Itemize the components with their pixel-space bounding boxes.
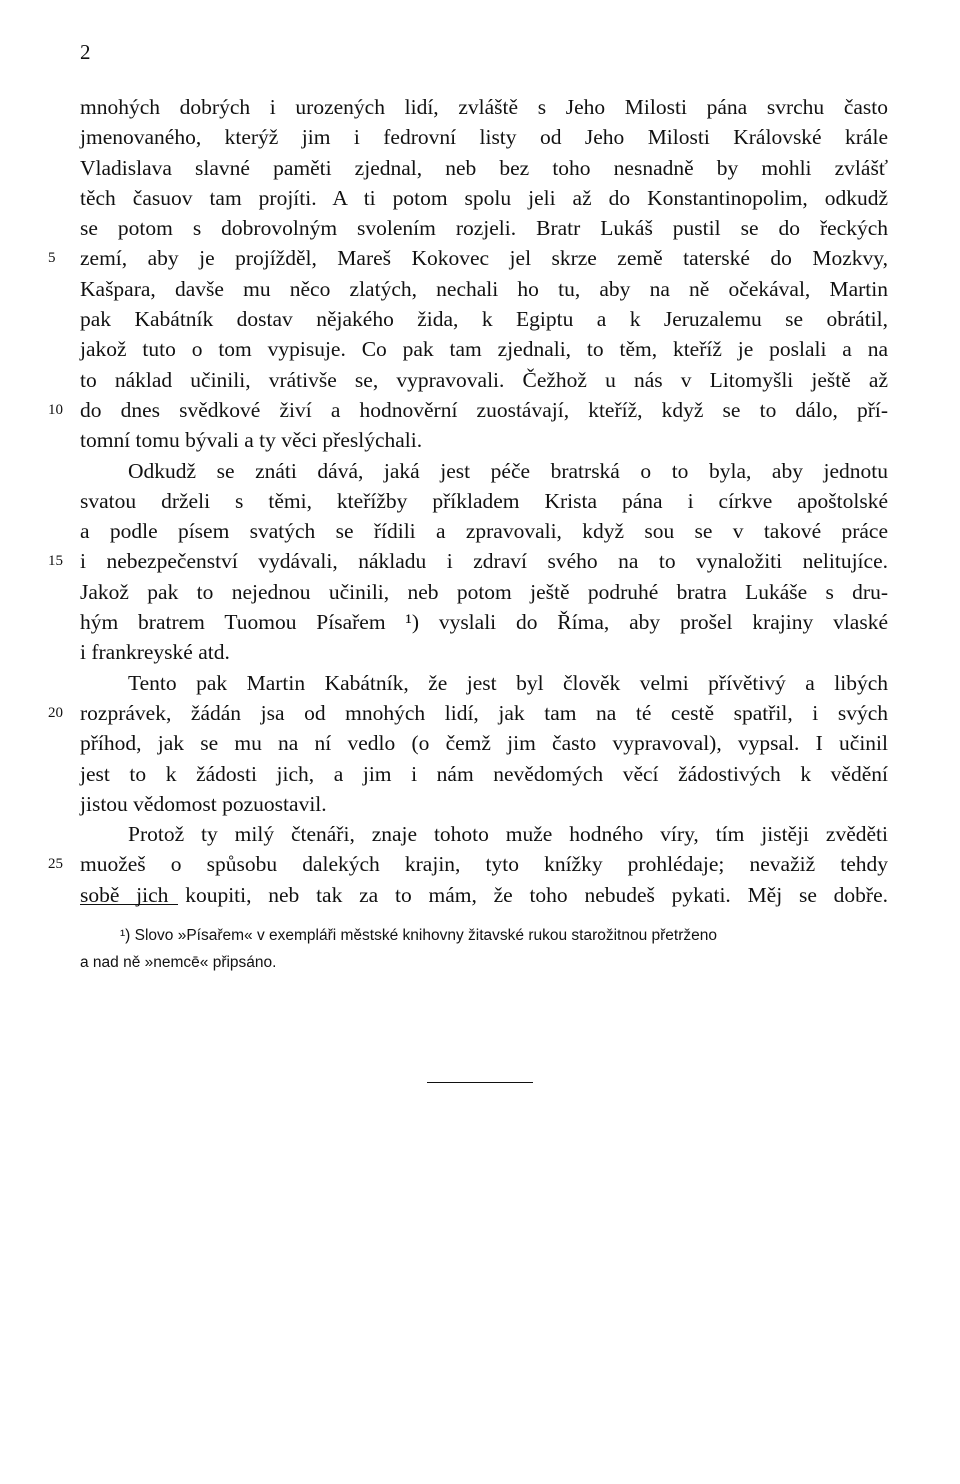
text-line-content: Odkudž se znáti dává, jaká jest péče bratrská o to byla, aby jednotu bbox=[128, 458, 888, 483]
margin-line-number: 5 bbox=[48, 250, 56, 267]
text-line-content: pak Kabátník dostav nějakého žida, k Egiptu a k Jeruzalemu se obrátil, bbox=[80, 307, 888, 332]
text-line bbox=[80, 546, 888, 576]
text-line-content: Tento pak Martin Kabátník, že jest byl člověk velmi přívětivý a libých bbox=[128, 670, 888, 695]
text-line bbox=[80, 334, 888, 364]
text-line-content: sobě jich koupiti, neb tak za to mám, že toho nebudeš pykati. Měj se dobře. bbox=[80, 882, 888, 907]
text-line-content: hým bratrem Tuomou Písařem ¹) vyslali do Říma, aby prošel krajiny vlaské bbox=[80, 610, 888, 635]
text-line bbox=[80, 456, 888, 486]
text-line bbox=[80, 304, 888, 334]
text-line-content: i frankreyské atd. bbox=[80, 640, 230, 665]
text-line-content: těch časuov tam projíti. A ti potom spolu jeli až do Konstantinopolim, odkudž bbox=[80, 185, 888, 210]
text-line bbox=[80, 274, 888, 304]
text-line bbox=[80, 759, 888, 789]
text-line-content: zemí, aby je projížděl, Mareš Kokovec jel skrze země taterské do Mozkvy, bbox=[80, 246, 888, 271]
text-line bbox=[80, 637, 888, 667]
text-line bbox=[80, 92, 888, 122]
text-line-content: svatou drželi s těmi, kteřížby příkladem Krista pána i církve apoštolské bbox=[80, 488, 888, 513]
text-line bbox=[80, 243, 888, 273]
text-line-content: a podle písem svatých se řídili a zpravovali, když sou se v takové práce bbox=[80, 519, 888, 544]
text-line bbox=[80, 607, 888, 637]
text-line bbox=[80, 183, 888, 213]
page-number: 2 bbox=[80, 40, 91, 64]
text-line-content: Jakož pak to nejednou učinili, neb potom ještě podruhé bratra Lukáše s dru- bbox=[80, 579, 888, 604]
text-line-content: se potom s dobrovolným svolením rozjeli. Bratr Lukáš pustil se do řeckých bbox=[80, 216, 888, 241]
footnote-line: a nad ně »nemcē« připsáno. bbox=[80, 954, 277, 971]
text-line bbox=[80, 395, 888, 425]
text-line-content: i nebezpečenství vydávali, nákladu i zdraví svého na to vynaložiti nelitujíce. bbox=[80, 549, 888, 574]
text-line bbox=[80, 880, 888, 910]
text-line-content: jistou vědomost pozuostavil. bbox=[80, 791, 327, 816]
text-line-content: Kašpara, davše mu něco zlatých, nechali ho tu, aby na ně očekával, Martin bbox=[80, 276, 888, 301]
margin-line-number: 20 bbox=[48, 704, 63, 721]
text-line-content: jakož tuto o tom vypisuje. Co pak tam zjednali, to těm, kteříž je poslali a na bbox=[80, 337, 888, 362]
text-line bbox=[80, 425, 888, 455]
footnote-rule bbox=[80, 904, 178, 905]
text-line bbox=[80, 849, 888, 879]
text-line-content: jmenovaného, kterýž jim i fedrovní listy od Jeho Milosti Královské krále bbox=[80, 125, 888, 150]
end-rule bbox=[427, 1082, 533, 1083]
text-line-content: muožeš o spůsobu dalekých krajin, tyto knížky prohlédaje; nevažiž tehdy bbox=[80, 852, 888, 877]
text-line bbox=[80, 698, 888, 728]
margin-line-number: 15 bbox=[48, 553, 63, 570]
margin-line-number: 10 bbox=[48, 401, 63, 418]
text-line bbox=[80, 153, 888, 183]
text-line-content: příhod, jak se mu na ní vedlo (o čemž jim často vypravoval), vypsal. I učinil bbox=[80, 731, 888, 756]
text-line-content: Protož ty milý čtenáři, znaje tohoto muže hodného víry, tím jistěji zvěděti bbox=[128, 822, 888, 847]
text-line bbox=[80, 122, 888, 152]
text-line-content: do dnes svědkové živí a hodnověrní zuostávají, kteříž, když se to dálo, pří- bbox=[80, 397, 888, 422]
text-line bbox=[80, 789, 888, 819]
text-line-content: to náklad učinili, vrátivše se, vypravovali. Čežhož u nás v Litomyšli ještě až bbox=[80, 367, 888, 392]
margin-line-number: 25 bbox=[48, 856, 63, 873]
text-line-content: tomní tomu bývali a ty věci přeslýchali. bbox=[80, 428, 423, 453]
text-line bbox=[80, 728, 888, 758]
text-line-content: mnohých dobrých i urozených lidí, zvláště s Jeho Milosti pána svrchu často bbox=[80, 95, 888, 119]
footnote bbox=[80, 922, 888, 976]
body-text bbox=[48, 92, 888, 910]
text-line-content: Vladislava slavné paměti zjednal, neb bez toho nesnadně by mohli zvlášť bbox=[80, 155, 888, 180]
text-line bbox=[80, 577, 888, 607]
text-line-content: rozprávek, žádán jsa od mnohých lidí, jak tam na té cestě spatřil, i svých bbox=[80, 700, 888, 725]
text-line-content: jest to k žádosti jich, a jim i nám nevědomých věcí žádostivých k vědění bbox=[80, 761, 888, 786]
text-line bbox=[80, 486, 888, 516]
footnote-line: ¹) Slovo »Písařem« v exempláři městské knihovny žitavské rukou starožitnou přetrženo bbox=[120, 927, 717, 944]
